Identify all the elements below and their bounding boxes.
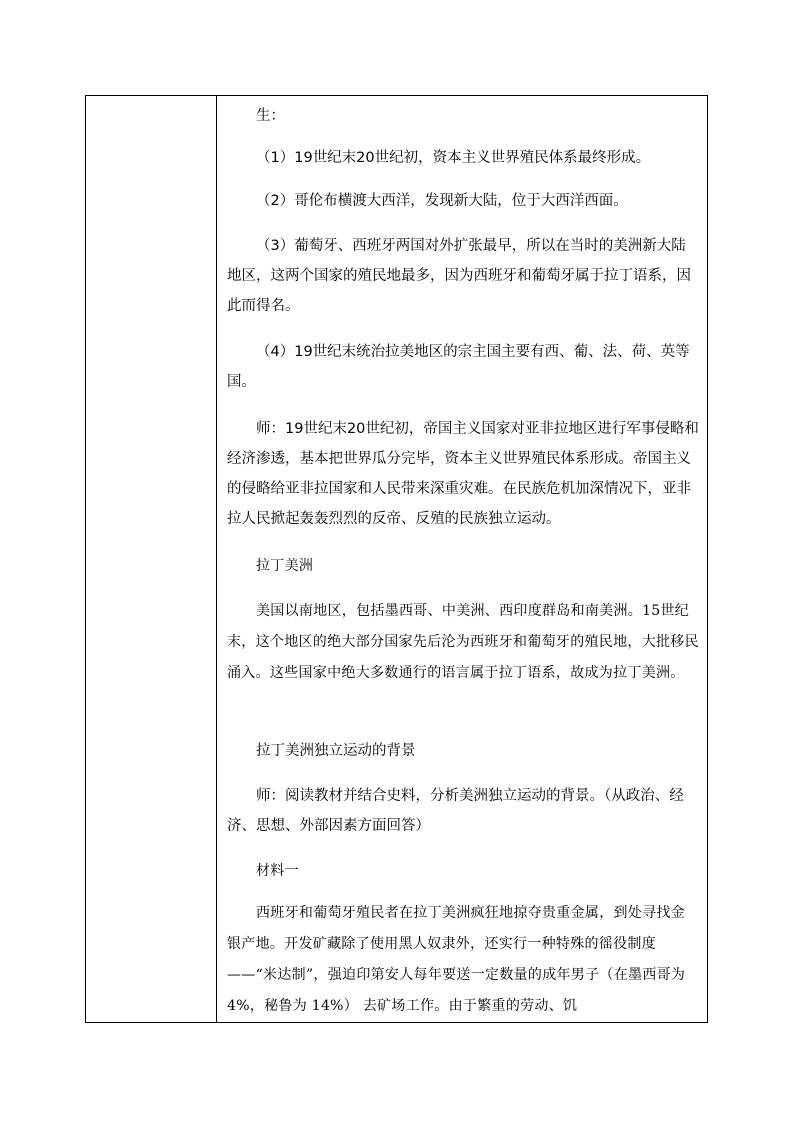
section-heading: 拉丁美洲独立运动的背景: [256, 743, 416, 759]
answer-paragraph-4: （4）19世纪末统治拉美地区的宗主国主要有西、葡、法、荷、英等国。: [227, 344, 690, 390]
material-one-label: 材料一: [256, 863, 299, 879]
teacher-question: 师：阅读教材并结合史料，分析美洲独立运动的背景。（从政治、经济、思想、外部因素方面回答）: [227, 788, 684, 834]
table-content-cell: [217, 96, 707, 1022]
table-left-cell: [86, 96, 217, 1022]
latin-america-heading: 拉丁美洲: [256, 558, 314, 574]
material-one-text: 西班牙和葡萄牙殖民者在拉丁美洲疯狂地掠夺贵重金属，到处寻找金银产地。开发矿藏除了使用黑人奴隶外，还实行一种特殊的徭役制度——“米达制”，强迫印第安人每年要送一定数量的成年男子（在墨西哥为4%，秘鲁为 14%） 去矿场工作。由于繁重的劳动、饥: [227, 905, 686, 1014]
latin-america-definition: 美国以南地区，包括墨西哥、中美洲、西印度群岛和南美洲。15世纪末，这个地区的绝大部分国家先后沦为西班牙和葡萄牙的殖民地，大批移民涌入。这些国家中绝大多数通行的语言属于拉丁语系，故成为拉丁美洲。: [227, 603, 699, 681]
teacher-paragraph: 师：19世纪末20世纪初，帝国主义国家对亚非拉地区进行军事侵略和经济渗透，基本把世界瓜分完毕，资本主义世界殖民体系形成。帝国主义的侵略给亚非拉国家和人民带来深重灾难。在民族危机加深情况下，亚非拉人民掀起轰轰烈烈的反帝、反殖的民族独立运动。: [227, 421, 699, 527]
student-label: 生：: [256, 108, 285, 124]
answer-paragraph-3: （3）葡萄牙、西班牙两国对外扩张最早，所以在当时的美洲新大陆地区，这两个国家的殖民地最多，因为西班牙和葡萄牙属于拉丁语系，因此而得名。: [227, 238, 691, 314]
answer-paragraph-2: （2）哥伦布横渡大西洋，发现新大陆，位于大西洋西面。: [256, 193, 628, 209]
answer-paragraph-1: （1）19世纪末20世纪初，资本主义世界殖民体系最终形成。: [256, 150, 651, 166]
lesson-table: [85, 95, 708, 1023]
